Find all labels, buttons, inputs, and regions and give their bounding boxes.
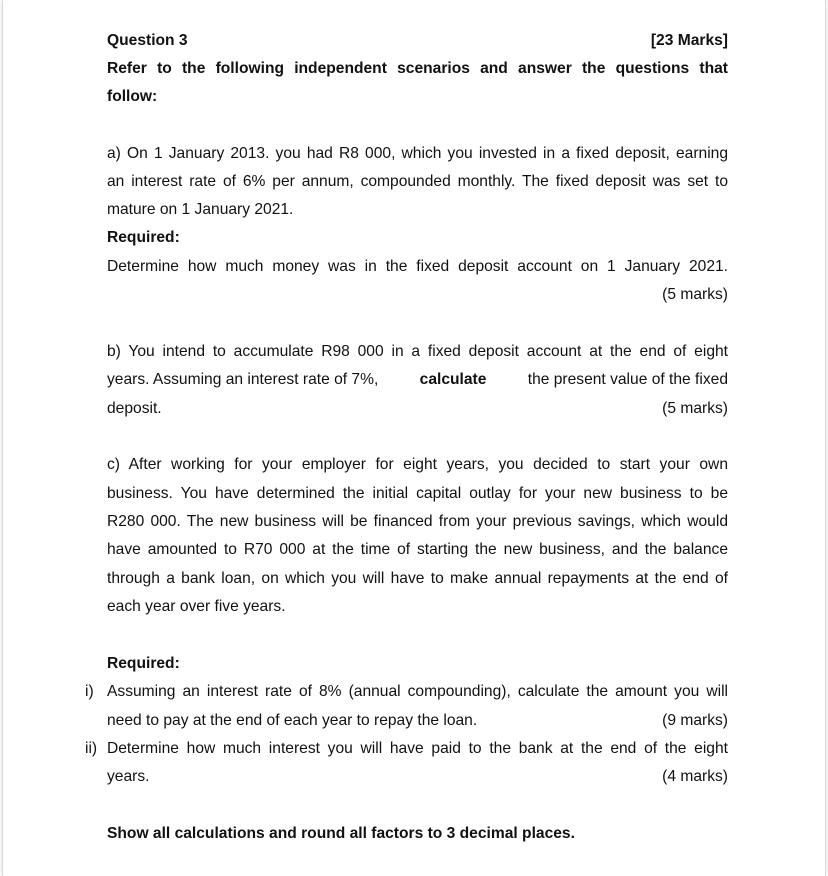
- part-b-line-2: [107, 366, 728, 394]
- part-a-line-2: an interest rate of 6% per annum, compounded monthly. The fixed deposit was set to: [107, 173, 728, 190]
- intro-line-1: Refer to the following independent scenarios and answer the questions that: [107, 60, 728, 77]
- part-b-line-3-text: deposit.: [107, 400, 162, 417]
- part-c-line-4: have amounted to R70 000 at the time of starting the new business, and the balance: [107, 541, 728, 558]
- part-c-ii-line-2: [107, 763, 728, 791]
- part-c-line-2: business. You have determined the initial capital outlay for your new business to be: [107, 485, 728, 502]
- part-a-required-text: Determine how much money was in the fixed deposit account on 1 January 2021.: [107, 258, 728, 275]
- part-a-marks: (5 marks): [662, 286, 728, 303]
- part-a-line-1: a) On 1 January 2013. you had R8 000, which you invested in a fixed deposit, earning: [107, 145, 728, 162]
- document-page: [2, 0, 826, 876]
- part-b-line-3: [107, 395, 728, 423]
- part-c-i-marks: (9 marks): [662, 712, 728, 729]
- part-c-i-number: i): [85, 683, 94, 700]
- part-a-marks-row: [107, 281, 728, 309]
- part-b-line-2-pre: years. Assuming an interest rate of 7%,: [107, 371, 379, 388]
- part-a-line-3: mature on 1 January 2021.: [107, 201, 294, 218]
- calculation-instruction: Show all calculations and round all factors to 3 decimal places.: [107, 825, 575, 842]
- part-b-line-2-bold: calculate: [419, 371, 487, 388]
- part-c-i-text-2: need to pay at the end of each year to repay the loan.: [107, 712, 478, 729]
- part-b-marks: (5 marks): [662, 400, 728, 417]
- part-c-line-6: each year over five years.: [107, 598, 286, 615]
- part-c-i-line-2: [107, 707, 728, 735]
- part-c-i-text-1: Assuming an interest rate of 8% (annual compounding), calculate the amount you will: [107, 683, 728, 700]
- part-b-line-1: b) You intend to accumulate R98 000 in a fixed deposit account at the end of eight: [107, 343, 728, 360]
- part-c-ii-line-1: [85, 735, 728, 763]
- part-c-ii-text-2: years.: [107, 768, 150, 785]
- part-c-ii-text-1: Determine how much interest you will have paid to the bank at the end of the eight: [107, 740, 728, 757]
- question-title: Question 3: [107, 32, 188, 49]
- intro-line-2: follow:: [107, 88, 158, 105]
- question-header: [107, 27, 728, 55]
- part-c-line-5: through a bank loan, on which you will have to make annual repayments at the end of: [107, 570, 728, 587]
- part-c-required-label: Required:: [107, 655, 180, 672]
- part-c-i-line-1: [85, 678, 728, 706]
- part-c-ii-number: ii): [85, 740, 98, 757]
- question-marks: [23 Marks]: [650, 32, 728, 49]
- part-c-ii-marks: (4 marks): [662, 768, 728, 785]
- part-c-line-1: c) After working for your employer for eight years, you decided to start your own: [107, 456, 728, 473]
- part-a-required-label: Required:: [107, 229, 180, 246]
- part-c-line-3: R280 000. The new business will be financed from your previous savings, which would: [107, 513, 728, 530]
- part-b-line-2-post: the present value of the fixed: [527, 371, 728, 388]
